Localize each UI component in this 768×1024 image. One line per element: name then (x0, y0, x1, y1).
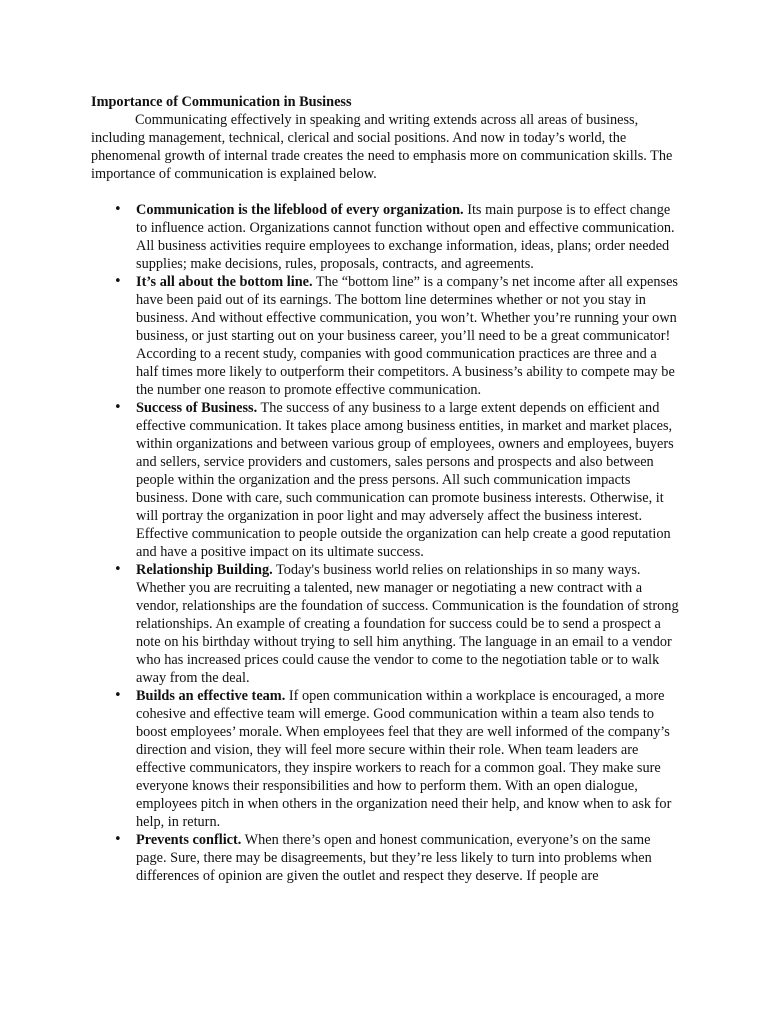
document-title: Importance of Communication in Business (91, 94, 352, 110)
item-heading: Builds an effective team. (136, 688, 286, 704)
item-heading: It’s all about the bottom line. (136, 274, 313, 290)
item-heading: Relationship Building. (136, 562, 273, 578)
list-item (91, 831, 681, 885)
list-item (91, 201, 681, 273)
bullet-icon: • (114, 202, 122, 217)
item-body: If open communication within a workplace is encouraged, a more cohesive and effective team will emerge. Good communication within a team also tends to boost employees’ morale. When employees feel that they are well informed of the company’s direction and vision, they will feel more secure within their role. When team leaders are effective communicators, they inspire workers to reach for a common goal. They make sure everyone knows their responsibilities and how to perform them. With an open dialogue, employees pitch in when others in the organization need their help, and know when to ask for help, in return. (136, 688, 672, 830)
document-page (91, 93, 681, 885)
item-body: Its main purpose is to effect change to influence action. Organizations cannot function without open and effective communication. All business activities require employees to exchange information, ideas, plans; order needed supplies; make decisions, rules, proposals, contracts, and agreements. (136, 202, 675, 272)
list-item (91, 561, 681, 687)
item-heading: Success of Business. (136, 400, 258, 416)
bullet-icon: • (114, 400, 122, 415)
item-body: The “bottom line” is a company’s net income after all expenses have been paid out of its earnings. The bottom line determines whether or not you stay in business. And without effective communication, you won’t. Whether you’re running your own business, or just starting out on your business career, you’ll need to be a great communicator! According to a recent study, companies with good communication practices are three and a half times more likely to outperform their competitors. A business’s ability to compete may be the number one reason to promote effective communication. (136, 274, 678, 398)
item-body: Today's business world relies on relationships in so many ways. Whether you are recruiting a talented, new manager or negotiating a new contract with a vendor, relationships are the foundation of success. Communication is the foundation of strong relationships. An example of creating a foundation for success could be to send a prospect a note on his birthday without trying to sell him anything. The language in an email to a vendor who has increased prices could cause the vendor to come to the negotiation table or to walk away from the deal. (136, 562, 679, 686)
item-body: When there’s open and honest communication, everyone’s on the same page. Sure, there may be disagreements, but they’re less likely to turn into problems when differences of opinion are given the outlet and respect they deserve. If people are (136, 832, 652, 884)
item-body: The success of any business to a large extent depends on efficient and effective communication. It takes place among business entities, in market and market places, within organizations and between various group of employees, owners and employees, buyers and sellers, service providers and customers, sales persons and prospects and also between people within the organization and the press persons. All such communication impacts business. Done with care, such communication can promote business interests. Otherwise, it will portray the organization in poor light and may adversely affect the business interest. Effective communication to people outside the organization can help create a good reputation and have a positive impact on its ultimate success. (136, 400, 674, 560)
list-item (91, 273, 681, 399)
intro-paragraph: Communicating effectively in speaking and writing extends across all areas of business, including management, technical, clerical and social positions. And now in today’s world, the phenomenal growth of internal trade creates the need to emphasis more on communication skills. The importance of communication is explained below. (91, 112, 673, 182)
bullet-icon: • (114, 832, 122, 847)
bullet-icon: • (114, 274, 122, 289)
bullet-icon: • (114, 688, 122, 703)
bullet-icon: • (114, 562, 122, 577)
list-item (91, 687, 681, 831)
list-item (91, 399, 681, 561)
item-heading: Prevents conflict. (136, 832, 242, 848)
item-heading: Communication is the lifeblood of every organization. (136, 202, 464, 218)
bullet-list (91, 201, 681, 885)
paragraph-spacer (91, 183, 681, 201)
